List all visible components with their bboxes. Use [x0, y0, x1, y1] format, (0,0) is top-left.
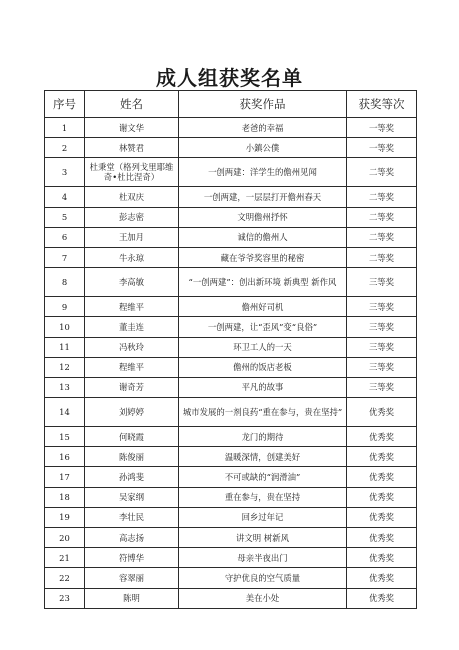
- row-number: 2: [45, 138, 85, 158]
- table-row: [45, 528, 417, 548]
- award-work: 老爸的幸福: [179, 118, 347, 138]
- award-level: 优秀奖: [347, 427, 417, 447]
- awardee-name: 董圭连: [85, 317, 179, 337]
- award-level: 三等奖: [347, 337, 417, 357]
- award-work: 一创两建，一层层打开儋州春天: [179, 187, 347, 207]
- header-name: 姓名: [85, 91, 179, 118]
- award-work: 藏在爷爷奖容里的秘密: [179, 247, 347, 267]
- table-row: [45, 447, 417, 467]
- row-number: 1: [45, 118, 85, 138]
- awardee-name: 谢奇芳: [85, 377, 179, 397]
- awardee-name: 杜双庆: [85, 187, 179, 207]
- row-number: 14: [45, 398, 85, 427]
- row-number: 20: [45, 528, 85, 548]
- row-number: 13: [45, 377, 85, 397]
- awardee-name: 高志扬: [85, 528, 179, 548]
- row-number: 17: [45, 467, 85, 487]
- row-number: 8: [45, 268, 85, 297]
- award-work: 温暖深情，创建美好: [179, 447, 347, 467]
- table-row: [45, 487, 417, 507]
- award-level: 优秀奖: [347, 487, 417, 507]
- table-row: [45, 507, 417, 527]
- table-row: [45, 568, 417, 588]
- table-row: [45, 398, 417, 427]
- row-number: 5: [45, 207, 85, 227]
- award-work: 诚信的儋州人: [179, 227, 347, 247]
- award-work: 城市发展的一剂良药“重在参与，贵在坚持”: [179, 398, 347, 427]
- awardee-name: 吴家纲: [85, 487, 179, 507]
- row-number: 19: [45, 507, 85, 527]
- award-level: 二等奖: [347, 227, 417, 247]
- table-row: [45, 548, 417, 568]
- award-level: 二等奖: [347, 207, 417, 227]
- awardee-name: 陈明: [85, 588, 179, 608]
- awardee-name: 何晓霞: [85, 427, 179, 447]
- row-number: 10: [45, 317, 85, 337]
- table-row: [45, 357, 417, 377]
- row-number: 4: [45, 187, 85, 207]
- row-number: 22: [45, 568, 85, 588]
- awardee-name: 陈俊丽: [85, 447, 179, 467]
- row-number: 21: [45, 548, 85, 568]
- table-row: [45, 247, 417, 267]
- award-level: 优秀奖: [347, 548, 417, 568]
- awardee-name: 彭志密: [85, 207, 179, 227]
- award-work: 文明儋州抒怀: [179, 207, 347, 227]
- award-work: 龙门的期待: [179, 427, 347, 447]
- award-level: 优秀奖: [347, 447, 417, 467]
- table-row: [45, 427, 417, 447]
- award-work: 儋州好司机: [179, 297, 347, 317]
- awardee-name: 王加月: [85, 227, 179, 247]
- row-number: 16: [45, 447, 85, 467]
- awardee-name: 程维平: [85, 357, 179, 377]
- header-level: 获奖等次: [347, 91, 417, 118]
- award-level: 二等奖: [347, 158, 417, 187]
- row-number: 3: [45, 158, 85, 187]
- award-level: 三等奖: [347, 317, 417, 337]
- table-row: [45, 377, 417, 397]
- award-level: 三等奖: [347, 357, 417, 377]
- award-work: 儋州的饭店老板: [179, 357, 347, 377]
- award-level: 优秀奖: [347, 467, 417, 487]
- table-header-row: [45, 91, 417, 118]
- awardee-name: 符博华: [85, 548, 179, 568]
- table-row: [45, 337, 417, 357]
- award-work: 重在参与，贵在坚持: [179, 487, 347, 507]
- awardee-name: 孙鸿斐: [85, 467, 179, 487]
- award-level: 二等奖: [347, 247, 417, 267]
- award-level: 三等奖: [347, 377, 417, 397]
- awardee-name: 程维平: [85, 297, 179, 317]
- award-work: 一创两建，让“歪风”变“良俗”: [179, 317, 347, 337]
- award-level: 三等奖: [347, 268, 417, 297]
- table-row: [45, 187, 417, 207]
- award-work: 回乡过年记: [179, 507, 347, 527]
- award-level: 三等奖: [347, 297, 417, 317]
- awardee-name: 杜秉堂（格列戈里耶维奇•杜比涅奇）: [85, 158, 179, 187]
- awardee-name: 刘婷婷: [85, 398, 179, 427]
- award-work: 平凡的故事: [179, 377, 347, 397]
- table-row: [45, 138, 417, 158]
- table-row: [45, 207, 417, 227]
- award-work: 美在小处: [179, 588, 347, 608]
- table-row: [45, 317, 417, 337]
- award-level: 一等奖: [347, 138, 417, 158]
- award-work: 讲文明 树新风: [179, 528, 347, 548]
- awardee-name: 容翠丽: [85, 568, 179, 588]
- awardee-name: 李高敏: [85, 268, 179, 297]
- award-work: 一创两建：洋学生的儋州见闻: [179, 158, 347, 187]
- row-number: 9: [45, 297, 85, 317]
- row-number: 15: [45, 427, 85, 447]
- award-level: 优秀奖: [347, 507, 417, 527]
- header-work: 获奖作品: [179, 91, 347, 118]
- award-work: 守护优良的空气质量: [179, 568, 347, 588]
- award-work: “一创两建”：创出新环境 新典型 新作风: [179, 268, 347, 297]
- award-work: 母亲半夜出门: [179, 548, 347, 568]
- page-title: 成人组获奖名单: [156, 66, 303, 90]
- table-row: [45, 118, 417, 138]
- table-row: [45, 268, 417, 297]
- row-number: 23: [45, 588, 85, 608]
- table-row: [45, 467, 417, 487]
- award-level: 优秀奖: [347, 528, 417, 548]
- award-level: 一等奖: [347, 118, 417, 138]
- award-work: 环卫工人的一天: [179, 337, 347, 357]
- table-row: [45, 588, 417, 608]
- row-number: 11: [45, 337, 85, 357]
- row-number: 7: [45, 247, 85, 267]
- table-row: [45, 158, 417, 187]
- awardee-name: 谢文华: [85, 118, 179, 138]
- awards-table: [44, 90, 417, 609]
- awardee-name: 李壮民: [85, 507, 179, 527]
- award-work: 小鎮公僕: [179, 138, 347, 158]
- row-number: 6: [45, 227, 85, 247]
- awardee-name: 冯秋玲: [85, 337, 179, 357]
- award-level: 优秀奖: [347, 568, 417, 588]
- row-number: 18: [45, 487, 85, 507]
- award-level: 优秀奖: [347, 588, 417, 608]
- header-number: 序号: [45, 91, 85, 118]
- award-level: 二等奖: [347, 187, 417, 207]
- table-row: [45, 297, 417, 317]
- awardee-name: 牛永琼: [85, 247, 179, 267]
- row-number: 12: [45, 357, 85, 377]
- award-work: 不可或缺的“润滑油”: [179, 467, 347, 487]
- award-level: 优秀奖: [347, 398, 417, 427]
- awardee-name: 林赞君: [85, 138, 179, 158]
- table-row: [45, 227, 417, 247]
